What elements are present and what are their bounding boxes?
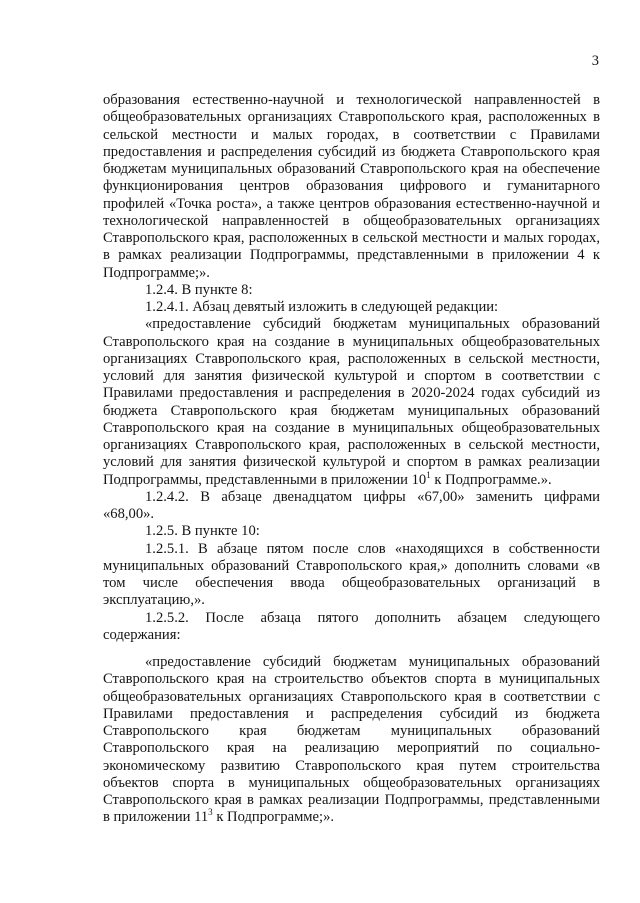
paragraph-text: «предоставление субсидий бюджетам муниципальных образований Ставропольского края на строительство объектов спорта в муниципальных общеобразовательных организациях Ставропольского края в соответствии с Правилами предоставления и распределения субсидий из бюджета Ставропольского края бюджетам муниципальных образований Ставропольского края на реализацию мероприятий по социально-экономическому развитию Ставропольского края путем строительства объектов спорта в муниципальных общеобразовательных организациях Ставропольского края в рамках реализации Подпрограммы, представленными в приложении 11: [103, 654, 600, 826]
page-number: 3: [591, 53, 599, 69]
superscript-index: 3: [208, 807, 213, 818]
paragraph-quoted-subsidy-sports-construction: [103, 654, 600, 827]
superscript-index: 1: [426, 469, 431, 480]
paragraph-item-1-2-4-2: 1.2.4.2. В абзаце двенадцатом цифры «67,00» заменить цифрами «68,00».: [103, 488, 600, 522]
paragraph-item-1-2-5-1: 1.2.5.1. В абзаце пятом после слов «находящихся в собственности муниципальных образований Ставропольского края,» дополнить словами «в том числе обеспечения ввода общеобразовательных организаций в эксплуатацию,».: [103, 540, 600, 609]
paragraph-item-1-2-5: 1.2.5. В пункте 10:: [145, 523, 260, 540]
paragraph-item-1-2-4: 1.2.4. В пункте 8:: [145, 281, 253, 298]
paragraph-item-1-2-4-1: 1.2.4.1. Абзац девятый изложить в следующей редакции:: [145, 299, 499, 315]
paragraph-text-tail: к Подпрограмме.».: [430, 471, 552, 488]
paragraph-text: «предоставление субсидий бюджетам муниципальных образований Ставропольского края на создание в муниципальных общеобразовательных организациях Ставропольского края, расположенных в сельской местности, условий для занятия физической культурой и спортом в соответствии с Правилами предоставления и распределения в 2020-2024 годах субсидий из бюджета Ставропольского края бюджетам муниципальных образований Ставропольского края на создание в муниципальных общеобразовательных организациях Ставропольского края, расположенных в сельской местности, условий для занятия физической культурой и спортом в рамках реализации Подпрограммы, представленными в приложении 10: [103, 316, 600, 488]
paragraph-item-1-2-5-2: 1.2.5.2. После абзаца пятого дополнить абзацем следующего содержания:: [103, 609, 600, 643]
paragraph-quoted-subsidy-sports-conditions: [103, 316, 600, 489]
paragraph-text-tail: к Подпрограмме;».: [212, 809, 335, 826]
document-body: [103, 92, 600, 827]
paragraph-continuation: образования естественно-научной и технологической направленностей в общеобразовательных организациях Ставропольского края, расположенных в сельской местности и малых городах, в соответствии с Правилами предоставления и распределения субсидий из бюджета Ставропольского края бюджетам муниципальных образований Ставропольского края на обеспечение функционирования центров образования цифрового и гуманитарного профилей «Точка роста», а также центров образования естественно-научной и технологической направленностей в общеобразовательных организациях Ставропольского края, расположенных в сельской местности и малых городах, в рамках реализации Подпрограммы, представленными в приложении 4 к Подпрограмме;».: [103, 92, 600, 281]
